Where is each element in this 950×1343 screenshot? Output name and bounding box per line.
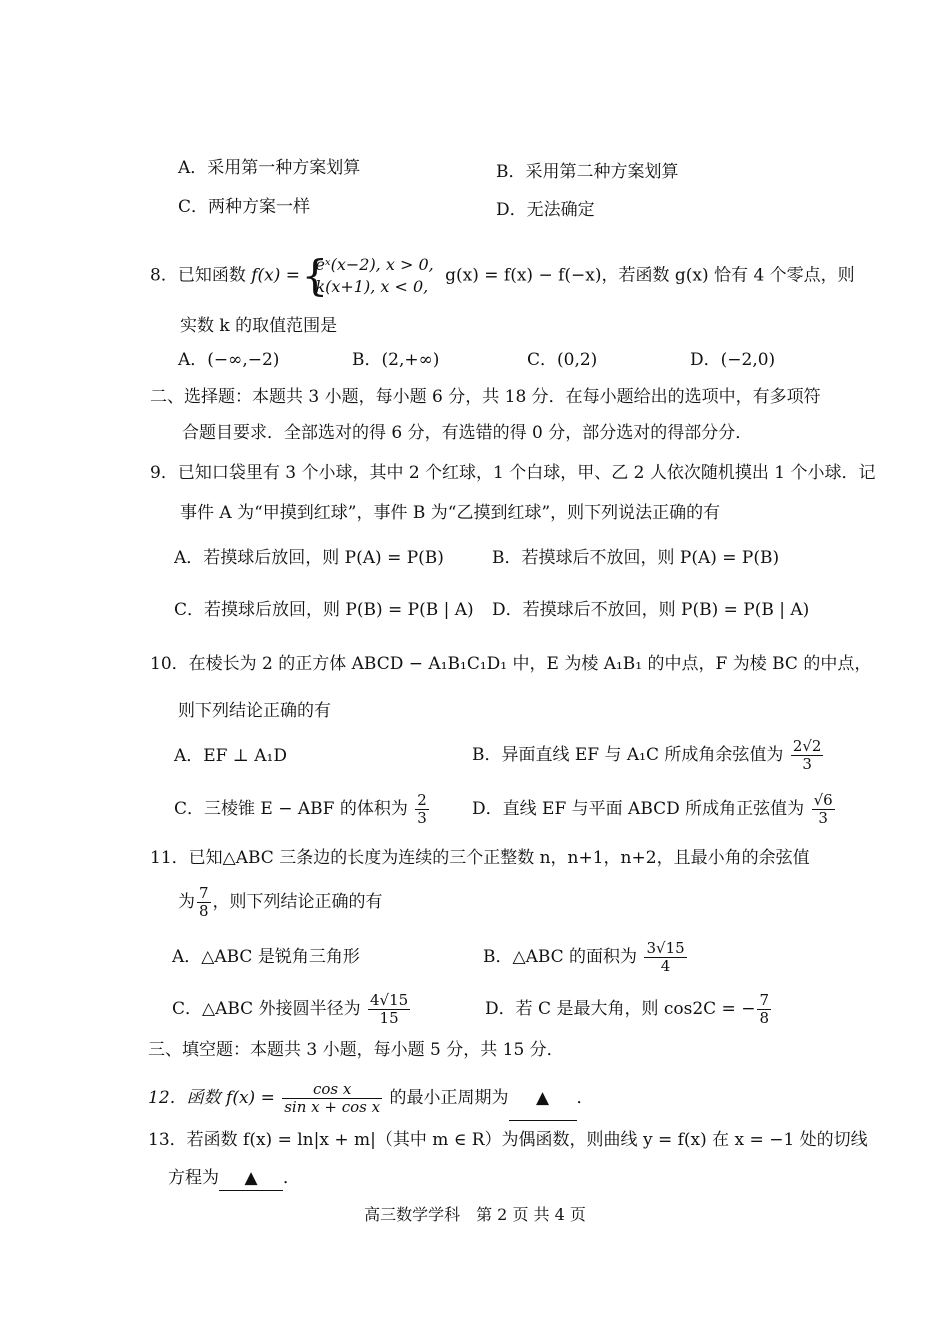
q10-option-b-numerator: 2√2 [792,737,822,755]
q11-option-a: A．△ABC 是锐角三角形 [172,947,360,967]
q9-line-1: 9．已知口袋里有 3 个小球，其中 2 个红球，1 个白球，甲、乙 2 人依次随机摸出 1 个小球．记 [150,463,876,483]
q10-option-c-text: C．三棱锥 E − ABF 的体积为 [174,799,408,819]
section-2-line-2: 合题目要求．全部选对的得 6 分，有选错的得 0 分，部分选对的得部分分． [182,423,753,443]
q8-option-c: C．(0,2) [527,350,598,370]
q9-option-a: A．若摸球后放回，则 P(A) = P(B) [174,548,444,568]
q11-option-b-fraction [644,941,686,974]
q13-answer-blank: ▲ [219,1166,283,1191]
section-2-line-1: 二、选择题：本题共 3 小题，每小题 6 分，共 18 分．在每小题给出的选项中，有多项符 [150,387,821,407]
q11-option-d-numerator: 7 [759,991,769,1009]
q12-fraction [282,1082,382,1115]
q11-option-c [172,987,412,1031]
q7-option-a: A．采用第一种方案划算 [178,158,361,178]
q9-option-b: B．若摸球后不放回，则 P(A) = P(B) [492,548,780,568]
q7-option-d: D．无法确定 [496,200,595,220]
q11-line-1: 11．已知△ABC 三条边的长度为连续的三个正整数 n，n+1，n+2，且最小角的余弦值 [150,848,810,868]
q8-case-1: eˣ(x−2), x > 0, [315,255,434,274]
q10-option-b-fraction [791,739,824,772]
q10-option-d [472,787,837,831]
q13-line-1: 13．若函数 f(x) = ln|x + m|（其中 m ∈ R）为偶函数，则曲线 y = f(x) 在 x = −1 处的切线 [148,1130,868,1150]
q11-line-2-prefix: 为 [178,892,195,912]
q11-option-b-denominator: 4 [660,957,671,975]
q10-option-d-fraction [812,793,835,826]
q9-option-d: D．若摸球后不放回，则 P(B) = P(B | A) [492,600,810,620]
q12-numerator: cos x [282,1082,382,1099]
q11-option-c-fraction [368,993,410,1026]
q13-end: ． [283,1168,300,1188]
q10-option-d-denominator: 3 [818,809,828,827]
q11-option-d-denominator: 8 [759,1009,769,1027]
q9-option-c: C．若摸球后放回，则 P(B) = P(B | A) [174,600,474,620]
q8-middle: g(x) = f(x) − f(−x)，若函数 g(x) 恰有 4 个零点，则 [445,265,855,286]
q11-cos-denominator: 8 [199,902,209,920]
q11-option-d-fraction [757,993,771,1026]
q10-option-c-numerator: 2 [417,791,427,809]
q11-cos-fraction [197,886,211,919]
section-3-header: 三、填空题：本题共 3 小题，每小题 5 分，共 15 分． [148,1040,564,1060]
q8-case-2: k(x+1), x < 0, [315,277,429,296]
q11-cos-numerator: 7 [199,884,209,902]
q12-end: ． [576,1088,594,1108]
q10-option-c-fraction [415,793,429,826]
q10-line-1: 10．在棱长为 2 的正方体 ABCD − A₁B₁C₁D₁ 中，E 为棱 A₁B₁ 的中点，F 为棱 BC 的中点， [150,654,872,674]
page-footer: 高三数学学科 第 2 页 共 4 页 [364,1205,586,1224]
q11-option-d-text: D．若 C 是最大角，则 cos2C = − [485,999,756,1019]
q8-option-b: B．(2,+∞) [352,350,440,370]
q8-prefix: 8．已知函数 [150,265,246,286]
q12-denominator: sin x + cos x [284,1098,381,1116]
q12-answer-blank: ▲ [509,1076,577,1121]
q11-line-2 [178,880,383,924]
q12-suffix: 的最小正周期为 [389,1088,509,1108]
q8-option-a: A．(−∞,−2) [178,350,280,370]
q12 [148,1076,594,1121]
q11-option-c-text: C．△ABC 外接圆半径为 [172,999,361,1019]
q11-option-b-text: B．△ABC 的面积为 [483,947,638,967]
q7-option-c: C．两种方案一样 [178,197,311,217]
q10-option-c [174,787,431,831]
q10-option-b [472,733,825,777]
q8-stem: 8．已知函数 f(x) = { eˣ(x−2), x > 0, k(x+1), x < 0, g(x) = f(x) − f(−x)，若函数 g(x) 恰有 4 个零点，则 [150,251,855,300]
q10-option-b-denominator: 3 [802,755,812,773]
q10-option-d-numerator: √6 [813,791,833,809]
q11-option-c-denominator: 15 [379,1009,399,1027]
q9-line-2: 事件 A 为“甲摸到红球”，事件 B 为“乙摸到红球”，则下列说法正确的有 [180,503,721,523]
q11-option-b-numerator: 3√15 [646,939,685,957]
q10-option-c-denominator: 3 [417,809,427,827]
q7-option-b: B．采用第二种方案划算 [496,162,679,182]
q8-brace: { [301,251,329,300]
q12-prefix: 12．函数 f(x) = [148,1088,275,1108]
q8-line-2: 实数 k 的取值范围是 [180,316,338,336]
q11-option-c-numerator: 4√15 [369,991,409,1009]
q10-option-d-text: D．直线 EF 与平面 ABCD 所成角正弦值为 [472,799,805,819]
q8-piecewise [301,251,434,300]
q11-option-b [483,935,689,979]
q10-line-2: 则下列结论正确的有 [178,701,331,721]
q13-line-2-text: 方程为 [168,1168,219,1188]
q11-line-2-suffix: ，则下列结论正确的有 [212,892,383,912]
q8-option-d: D．(−2,0) [690,350,776,370]
q13-line-2 [168,1166,300,1191]
q10-option-a: A．EF ⊥ A₁D [174,746,287,766]
q11-option-d [485,987,773,1031]
q10-option-b-text: B．异面直线 EF 与 A₁C 所成角余弦值为 [472,745,784,765]
